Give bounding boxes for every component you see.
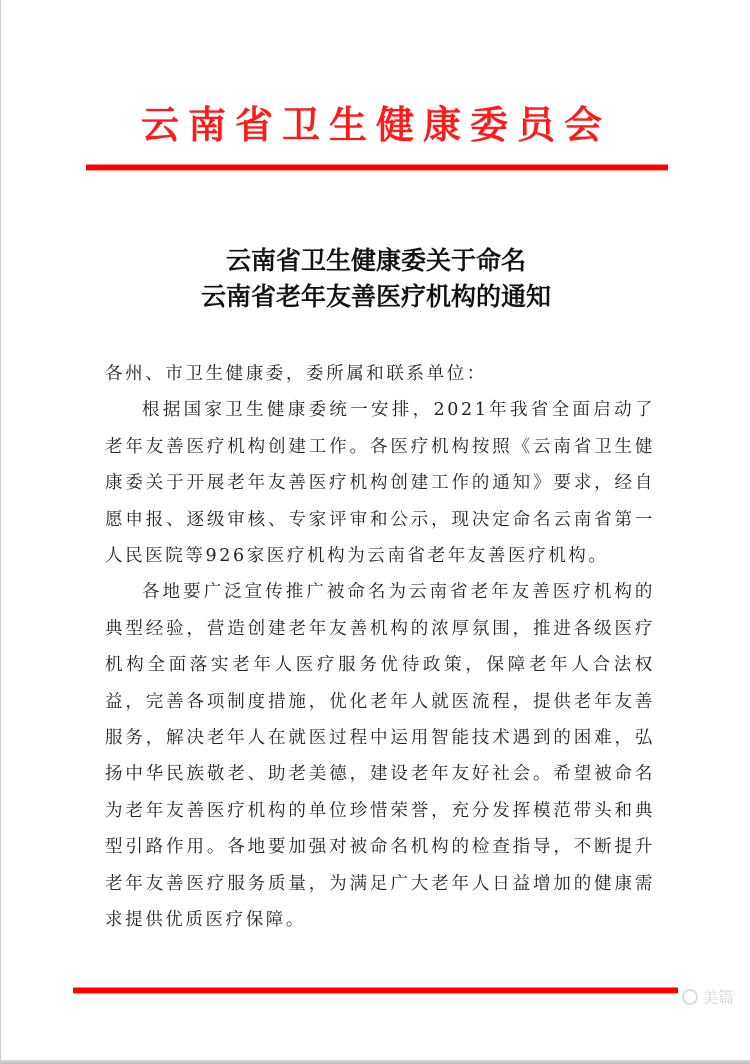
title-line-1: 云南省卫生健康委关于命名	[225, 246, 526, 275]
paragraph-2: 各地要广泛宣传推广被命名为云南省老年友善医疗机构的典型经验，营造创建老年友善机构的浓厚氛围，推进各级医疗机构全面落实老年人医疗服务优待政策，保障老年人合法权益，完善各项制度措施，优化老年人就医流程，提供老年友善服务，解决老年人在就医过程中运用智能技术遇到的困难，弘扬中华民族敬老、助老美德，建设老年友好社会。希望被命名为老年友善医疗机构的单位珍惜荣誉，充分发挥模范带头和典型引路作用。各地要加强对被命名机构的检查指导，不断提升老年友善医疗服务质量，为满足广大老年人日益增加的健康需求提供优质医疗保障。	[105, 582, 655, 931]
watermark	[682, 985, 734, 1008]
watermark-text: 美篇	[702, 988, 735, 1007]
document-body	[105, 356, 655, 939]
meipian-logo-icon	[682, 989, 698, 1005]
footer-red-rule	[73, 988, 678, 993]
page-bottom-edge	[1, 1060, 750, 1064]
salutation: 各州、市卫生健康委，委所属和联系单位：	[105, 364, 487, 384]
paragraph-1: 根据国家卫生健康委统一安排，2021年我省全面启动了老年友善医疗机构创建工作。各医疗机构按照《云南省卫生健康委关于开展老年友善医疗机构创建工作的通知》要求，经自愿申报、逐级审核、专家评审和公示，现决定命名云南省第一人民医院等926家医疗机构为云南省老年友善医疗机构。	[105, 400, 655, 567]
letterhead-red-rule	[86, 165, 668, 170]
title-line-2: 云南省老年友善医疗机构的通知	[200, 282, 551, 311]
document-title	[1, 243, 750, 315]
letterhead-org-name: 云南省卫生健康委员会	[140, 102, 611, 147]
